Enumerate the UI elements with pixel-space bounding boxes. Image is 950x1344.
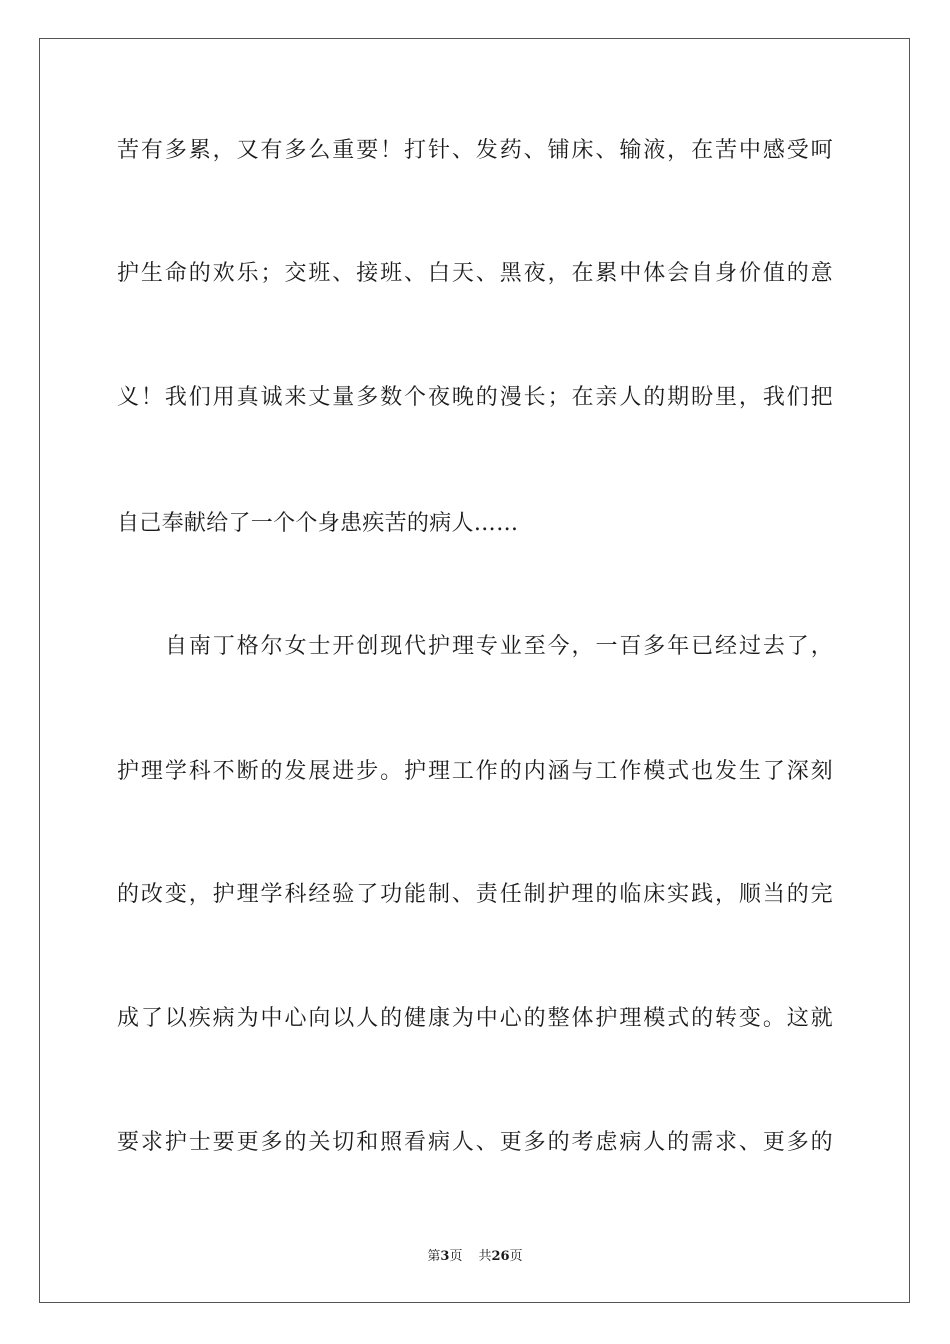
- text-line-2: 护生命的欢乐；交班、接班、白天、黑夜，在累中体会自身价值的意: [117, 261, 833, 286]
- text-line-1: 苦有多累，又有多么重要！打针、发药、铺床、输液，在苦中感受呵: [117, 138, 833, 163]
- page-prefix: 第: [427, 1249, 441, 1264]
- text-line-3: 义！我们用真诚来丈量多数个夜晚的漫长；在亲人的期盼里，我们把: [117, 385, 833, 410]
- text-line-5: 自南丁格尔女士开创现代护理专业至今，一百多年已经过去了，: [165, 634, 833, 659]
- total-prefix: 共: [478, 1249, 492, 1264]
- page-total-number: 26: [491, 1249, 510, 1264]
- text-line-8: 成了以疾病为中心向以人的健康为中心的整体护理模式的转变。这就: [117, 1006, 833, 1031]
- text-line-4: 自己奉献给了一个个身患疾苦的病人……: [117, 511, 519, 536]
- page-current-number: 3: [440, 1249, 450, 1264]
- text-line-6: 护理学科不断的发展进步。护理工作的内涵与工作模式也发生了深刻: [117, 759, 833, 784]
- page-border: [39, 38, 910, 1303]
- text-line-7: 的改变，护理学科经验了功能制、责任制护理的临床实践，顺当的完: [117, 882, 833, 907]
- total-suffix: 页: [509, 1249, 523, 1264]
- page-suffix: 页: [449, 1249, 463, 1264]
- page-footer: [0, 1248, 950, 1266]
- text-line-9: 要求护士要更多的关切和照看病人、更多的考虑病人的需求、更多的: [117, 1130, 833, 1155]
